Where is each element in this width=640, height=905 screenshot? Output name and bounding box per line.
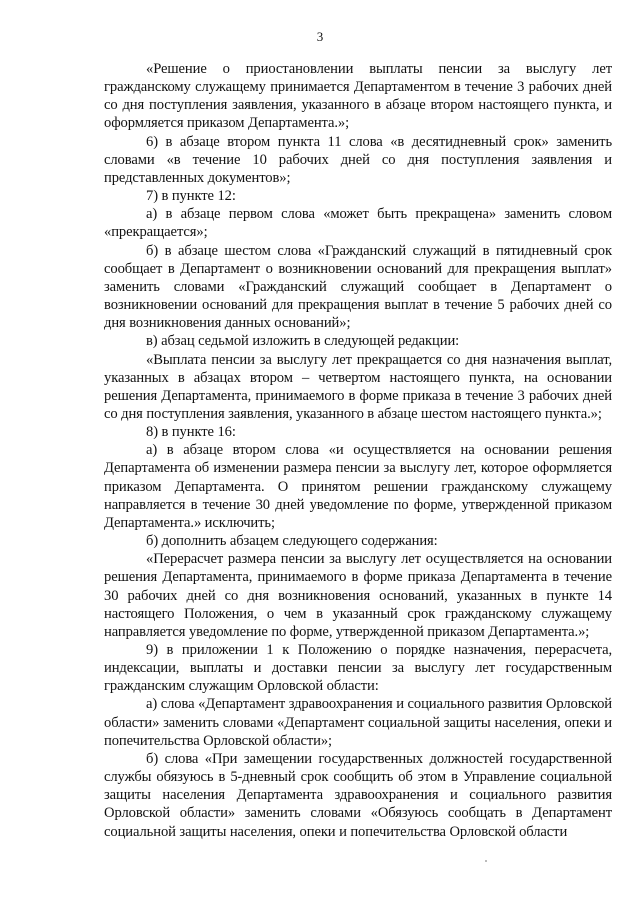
paragraph-12: 9) в приложении 1 к Положению о порядке назначения, перерасчета, индексации, выплаты и доставки пенсии за выслугу лет государственным гражданским служащим Орловской области: <box>104 642 612 695</box>
paragraph-13: а) слова «Департамент здравоохранения и социального развития Орловской области» заменить словами «Департамент социальной защиты населения, опеки и попечительства Орловской области»; <box>104 696 612 749</box>
paragraph-10: б) дополнить абзацем следующего содержания: <box>146 533 438 550</box>
paragraph-7: «Выплата пенсии за выслугу лет прекращается со дня назначения выплат, указанных в абзацах втором – четвертом настоящего пункта, на основании решения Департамента, принимаемого в форме приказа в течение 3 рабочих дней со дня поступления заявления, указанного в абзаце шестом настоящего пункта.»; <box>104 351 612 422</box>
paragraph-2: 6) в абзаце втором пункта 11 слова «в десятидневный срок» заменить словами «в течение 10 рабочих дней со дня поступления заявления и представленных документов»; <box>104 133 612 186</box>
paragraph-3: 7) в пункте 12: <box>146 188 236 205</box>
paragraph-4: а) в абзаце первом слова «может быть прекращена» заменить словом «прекращается»; <box>104 206 612 241</box>
document-body <box>104 60 612 841</box>
paragraph-14: б) слова «При замещении государственных должностей государственной службы обязуюсь в 5-дневный срок сообщить об этом в Управление социальной защиты населения Департамента здравоохранения и социального развития Орловской области» заменить словами «Обязуюсь сообщать в Департамент социальной защиты населения, опеки и попечительства Орловской области <box>104 750 612 840</box>
scan-speck <box>485 860 487 862</box>
paragraph-1: «Решение о приостановлении выплаты пенсии за выслугу лет гражданскому служащему принимается Департаментом в течение 3 рабочих дней со дня поступления заявления, указанного в абзаце втором настоящего пункта, и оформляется приказом Департамента.»; <box>104 61 612 132</box>
paragraph-6: в) абзац седьмой изложить в следующей редакции: <box>146 333 460 350</box>
paragraph-5: б) в абзаце шестом слова «Гражданский служащий в пятидневный срок сообщает в Департамент о возникновении оснований для прекращения выплат» заменить словами «Гражданский служащий сообщает в Департамент о возникновении оснований для прекращения выплат в течение 5 рабочих дней со дня возникновения данных оснований»; <box>104 242 612 332</box>
paragraph-11: «Перерасчет размера пенсии за выслугу лет осуществляется на основании решения Департамента, принимаемого в форме приказа Департамента в течение 30 рабочих дней со дня возникновения оснований, указанных в пункте 14 настоящего Положения, о чем в указанный срок гражданскому служащему направляется уведомление по форме, утвержденной приказом Департамента.»; <box>104 551 612 640</box>
paragraph-9: а) в абзаце втором слова «и осуществляется на основании решения Департамента об изменении размера пенсии за выслугу лет, которое оформляется приказом Департамента. О принятом решении гражданскому служащему направляется в течение 30 дней уведомление по форме, утвержденной приказом Департамента.» исключить; <box>104 442 612 531</box>
paragraph-8: 8) в пункте 16: <box>146 424 236 441</box>
page-number: 3 <box>316 29 324 44</box>
